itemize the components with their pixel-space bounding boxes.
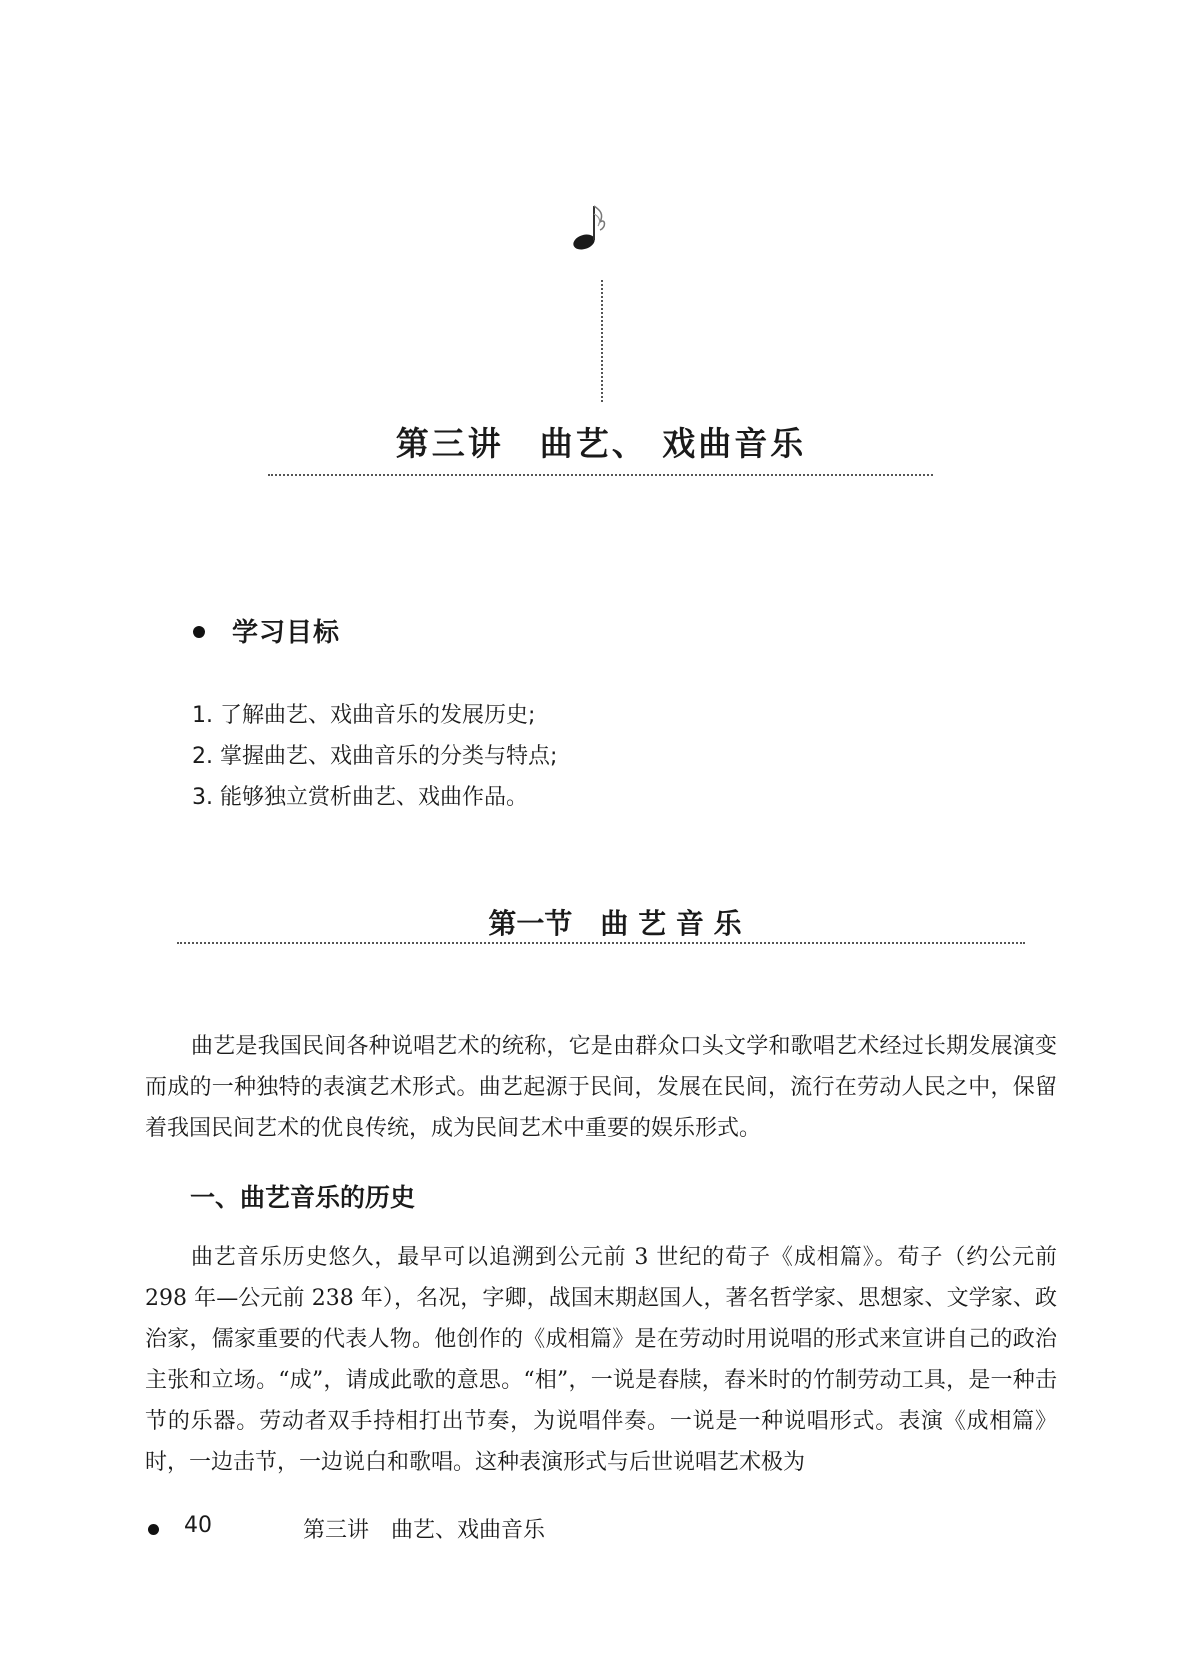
objective-item: 2. 掌握曲艺、戏曲音乐的分类与特点; xyxy=(192,744,558,769)
objectives-list xyxy=(192,695,557,818)
running-title: 第三讲 曲艺、戏曲音乐 xyxy=(303,1518,546,1543)
section-title: 第一节 曲 艺 音 乐 xyxy=(488,907,742,940)
section-title-divider xyxy=(177,942,1025,944)
music-note-icon xyxy=(570,200,620,260)
subsection-heading: 一、曲艺音乐的历史 xyxy=(190,1183,416,1212)
intro-paragraph: 曲艺是我国民间各种说唱艺术的统称，它是由群众口头文学和歌唱艺术经过长期发展演变而成的一种独特的表演艺术形式。曲艺起源于民间，发展在民间，流行在劳动人民之中，保留着我国民间艺术的优良传统，成为民间艺术中重要的娱乐形式。 xyxy=(145,1034,1057,1141)
chapter-title: 第三讲 曲艺、 戏曲音乐 xyxy=(395,424,807,463)
objectives-heading: 学习目标 xyxy=(232,618,341,648)
objective-item: 1. 了解曲艺、戏曲音乐的发展历史; xyxy=(192,703,536,728)
objectives-bullet xyxy=(193,626,205,638)
page-number: 40 xyxy=(184,1513,212,1538)
dotted-vertical-line xyxy=(601,280,603,402)
chapter-title-divider xyxy=(268,474,933,476)
objective-item: 3. 能够独立赏析曲艺、戏曲作品。 xyxy=(192,785,528,810)
history-paragraph: 曲艺音乐历史悠久，最早可以追溯到公元前 3 世纪的荀子《成相篇》。荀子（约公元前 298 年—公元前 238 年），名况，字卿，战国末期赵国人，著名哲学家、思想家、文学家、政治家，儒家重要的代表人物。他创作的《成相篇》是在劳动时用说唱的形式来宣讲自己的政治主张和立场。“成”，请成此歌的意思。“相”，一说是舂牍，舂米时的竹制劳动工具，是一种击节的乐器。劳动者双手持相打出节奏，为说唱伴奏。一说是一种说唱形式。表演《成相篇》时，一边击节，一边说白和歌唱。这种表演形式与后世说唱艺术极为 xyxy=(145,1245,1057,1475)
footer-bullet xyxy=(148,1524,159,1535)
